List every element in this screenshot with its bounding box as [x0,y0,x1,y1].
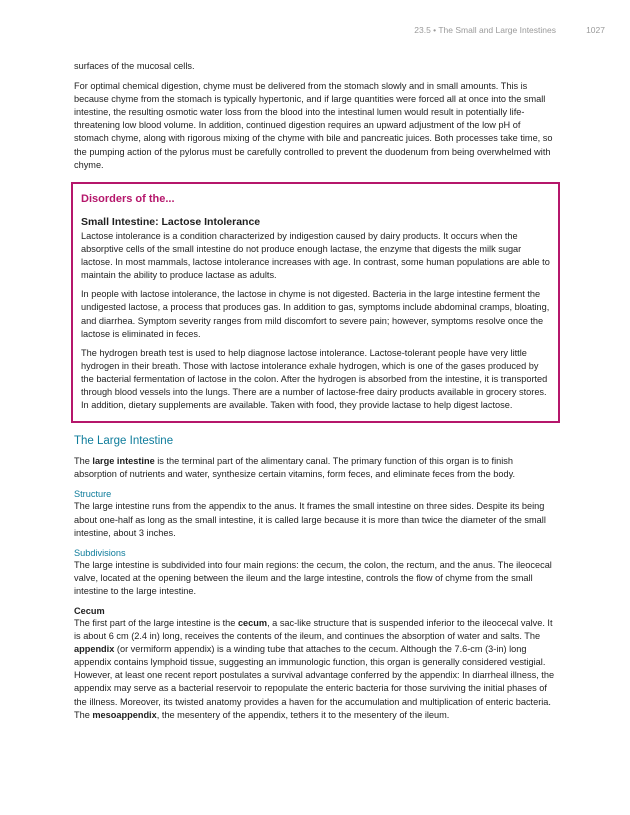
section-heading: The Large Intestine [74,435,174,448]
text-run: The [74,456,93,467]
key-term: mesoappendix [92,709,157,720]
key-term: large intestine [92,456,155,467]
feature-paragraph: Lactose intolerance is a condition characterized by indigestion caused by dairy products. It occurs when the absorptive cells of the small intestine do not produce enough lactase, the enzyme that digests the milk sugar lactose. In most mammals, lactose intolerance increases with age. In contrast, some human populations are able to maintain the ability to produce lactase as adults. [81,230,550,281]
feature-paragraph: In people with lactose intolerance, the lactose in chyme is not digested. Bacteria in the large intestine ferment the undigested lactose, a process that produces gas. In addition to gas, symptoms include abdominal cramps, bloating, and diarrhea. Symptom severity ranges from mild discomfort to severe pain; however, symptoms resolve once the lactose is eliminated in feces. [81,289,550,339]
text-run: (or vermiform appendix) is a winding tube that attaches to the cecum. Although the 7.6-cm (3-in) long appendix contains lymphoid tissue, suggesting an immunologic function, this organ is generally considered vestigial. However, at least one recent report postulates a survival advantage conferred by the appendix: In diarrheal illness, the appendix may serve as a bacterial reservoir to repopulate the enteric bacteria for those surviving the initial phases of the illness. Moreover, its twisted anatomy provides a haven for the accumulation and multiplication of enteric bacteria. The [74,644,555,720]
paragraph [74,455,557,481]
page-number: 1027 [586,25,605,35]
paragraph: For optimal chemical digestion, chyme must be delivered from the stomach slowly and in small amounts. This is because chyme from the stomach is typically hypertonic, and if large quantities were forced all at once into the small intestine, the resulting osmotic water loss from the blood into the intestinal lumen would result in potentially life-threatening low blood volume. In addition, continued digestion requires an upward adjustment of the low pH of stomach chyme, along with rigorous mixing of the chyme with bile and pancreatic juices. Both processes take time, so the pumping action of the pylorus must be carefully controlled to prevent the duodenum from being overwhelmed with chyme. [74,81,553,170]
paragraph: The large intestine runs from the appendix to the anus. It frames the small intestine on three sides. Despite its being about one-half as long as the small intestine, it is called large because it is more than twice the diameter of the small intestine, about 3 inches. [74,501,546,538]
text-run: , the mesentery of the appendix, tethers it to the mesentery of the ileum. [156,709,450,720]
section-title: 23.5 • The Small and Large Intestines [414,25,556,35]
key-term: cecum [237,618,268,628]
subsection-heading: Subdivisions [74,547,126,558]
subsection-heading: Structure [74,489,112,500]
minor-heading: Cecum [74,606,105,616]
paragraph [74,617,557,722]
feature-subtitle: Small Intestine: Lactose Intolerance [81,215,261,228]
feature-title: Disorders of the... [81,192,175,205]
text-run: The first part of the large intestine is the [74,618,238,628]
text-run: , a sac-like structure that is suspended inferior to the ileocecal valve. It is about 6 cm (2.4 in) long, receives the contents of the ileum, and continues the absorption of water and salts. The [74,618,553,642]
page-content [74,60,557,729]
key-term: appendix [74,644,115,655]
paragraph: The large intestine is subdivided into four main regions: the cecum, the colon, the rectum, and the anus. The ileocecal valve, located at the opening between the ileum and the large intestine, controls the flow of chyme from the small intestine to the large intestine. [74,559,552,596]
text-run: is the terminal part of the alimentary canal. The primary function of this organ is to finish absorption of nutrients and water, synthesize certain vitamins, form feces, and eliminate feces from the body. [74,456,516,480]
feature-paragraph: The hydrogen breath test is used to help diagnose lactose intolerance. Lactose-tolerant people have very little hydrogen in their breath. Those with lactose intolerance exhale hydrogen, which is one of the gases produced by the bacterial fermentation of lactose in the colon. After the hydrogen is absorbed from the intestine, it is transported through blood vessels into the lungs. There are a number of lactose-free dairy products available in grocery stores. In addition, dietary supplements are available. Taken with food, they provide lactase to help digest lactose. [81,347,548,411]
paragraph: surfaces of the mucosal cells. [74,61,195,71]
disorders-feature-box [71,182,560,423]
